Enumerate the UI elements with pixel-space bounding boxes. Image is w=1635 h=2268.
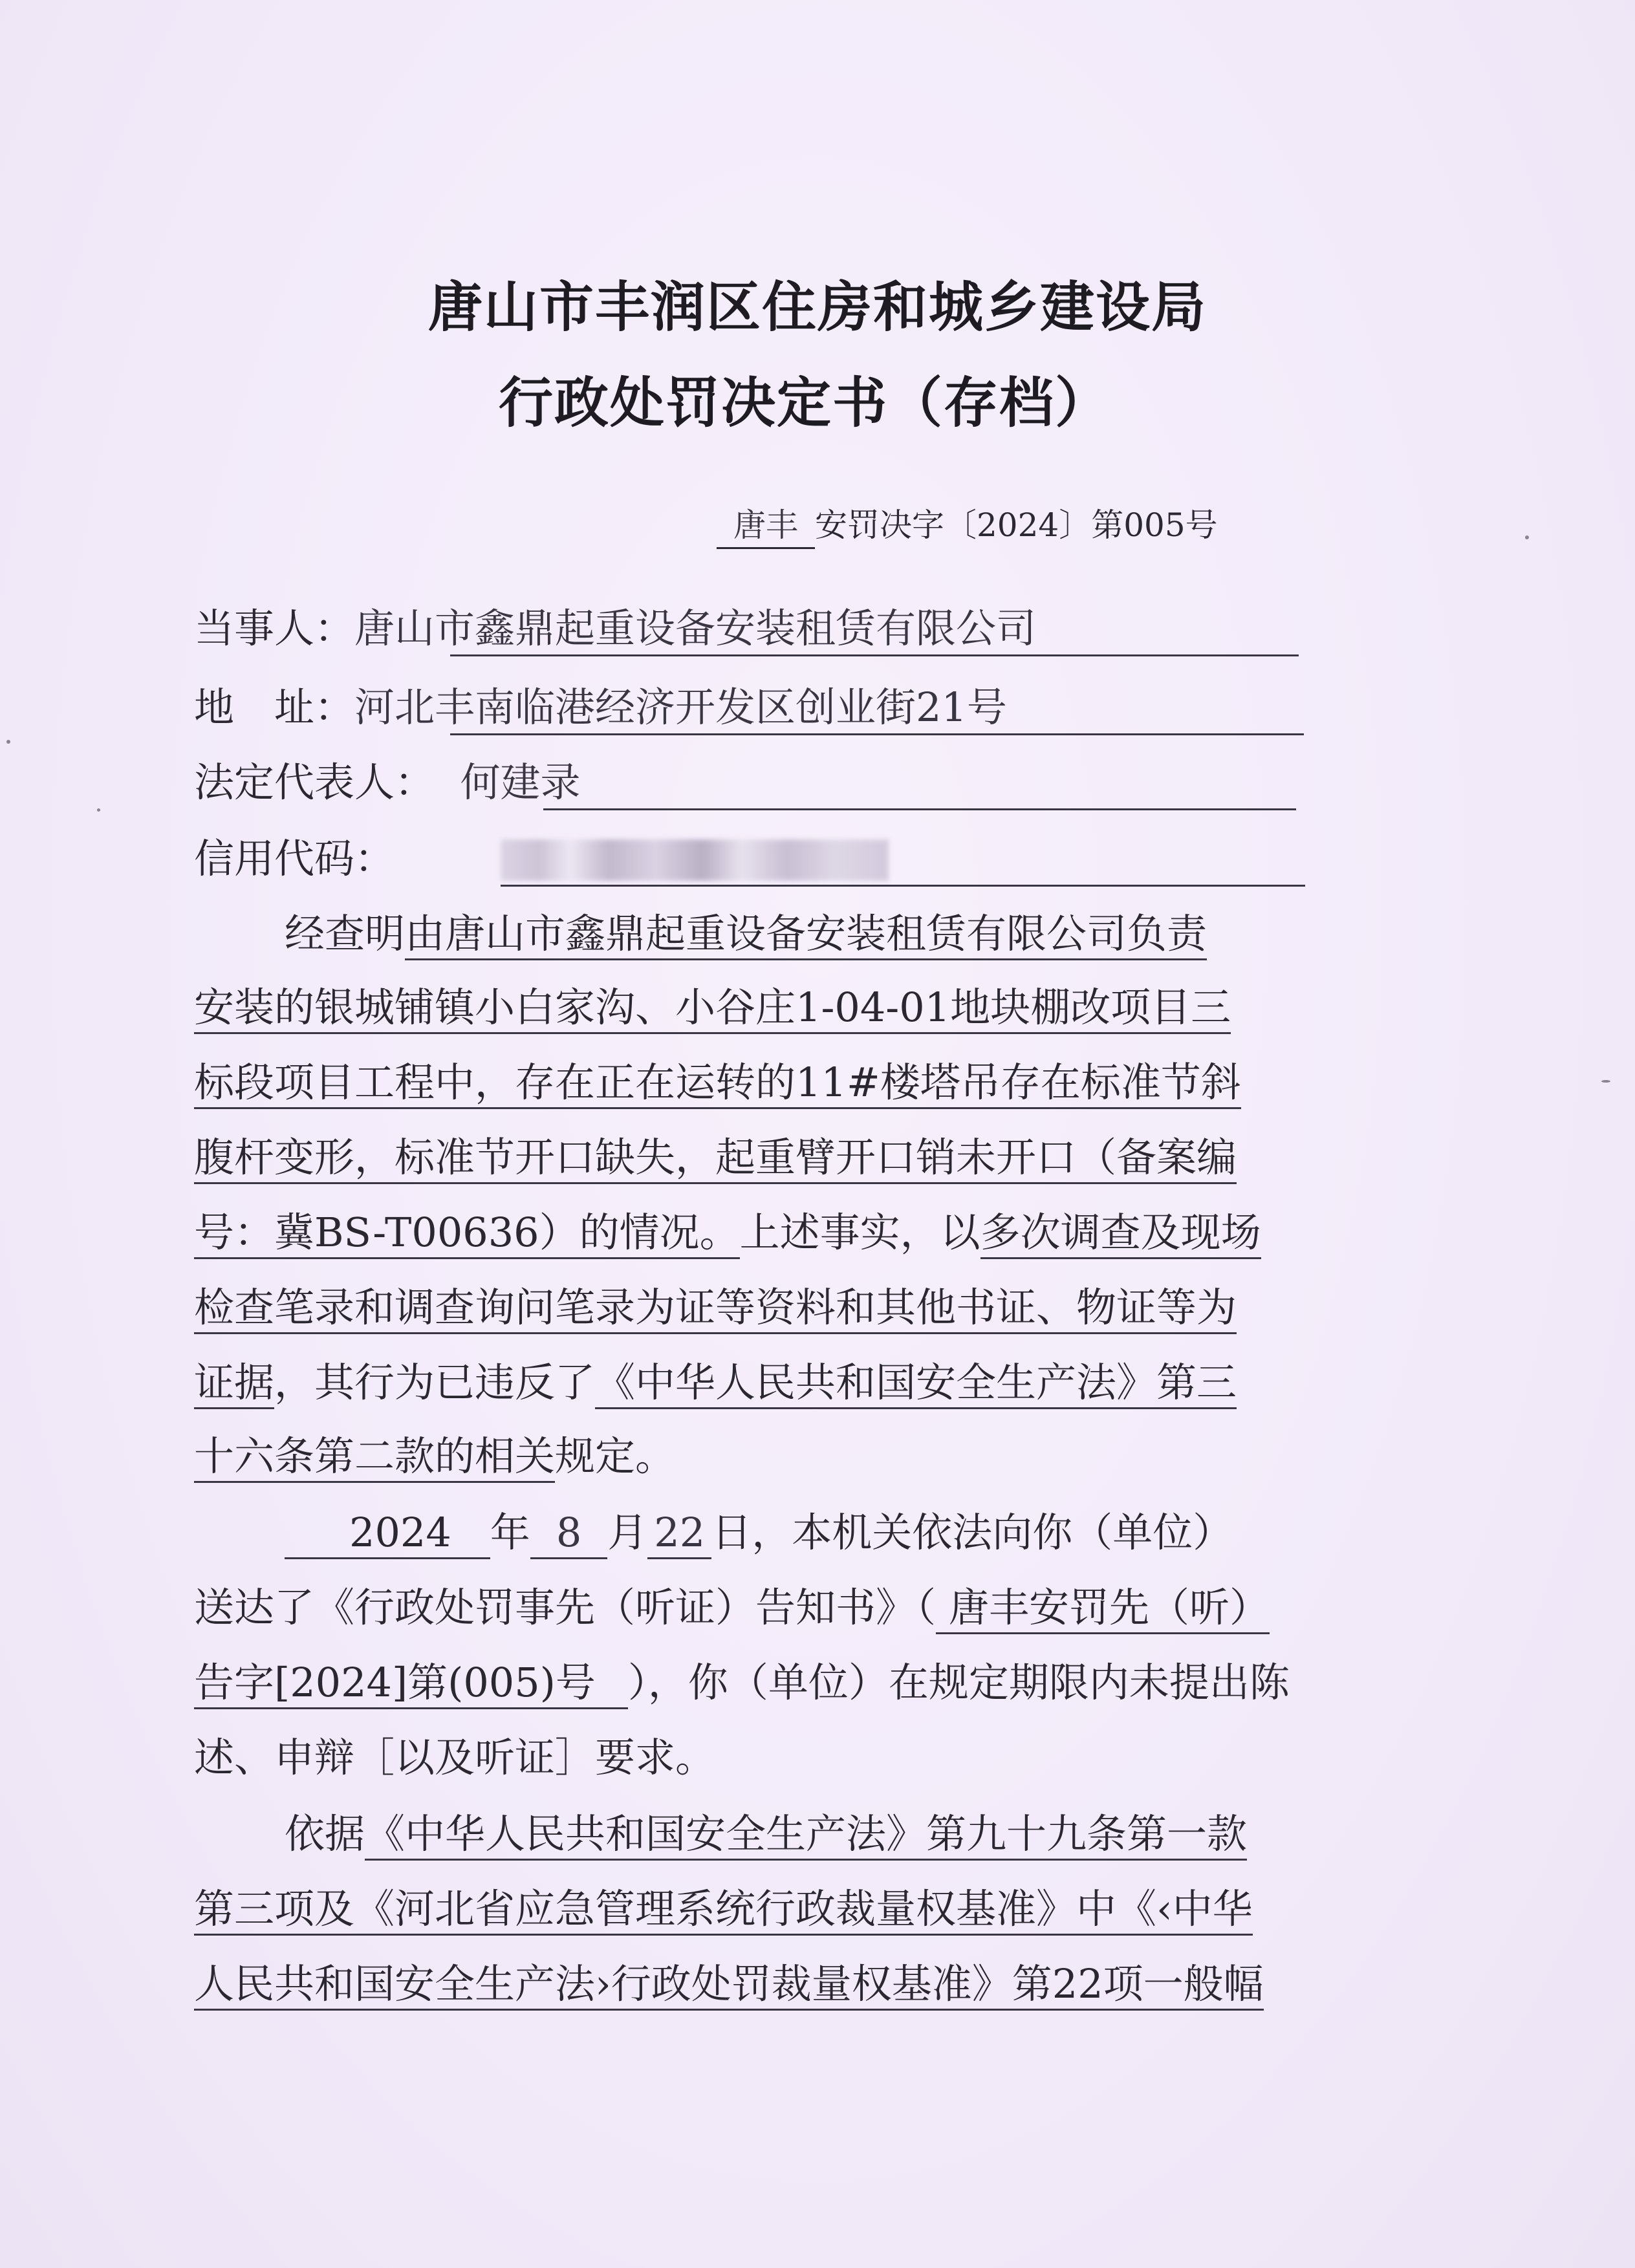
party-underline bbox=[450, 603, 1299, 656]
address-underline bbox=[450, 682, 1304, 735]
findings-line-8: 十六条第二款的相关规定。 bbox=[194, 1431, 1319, 1482]
notice-line-1: 2024 年 8 月 22 日，本机关依法向你（单位） bbox=[285, 1507, 1319, 1559]
issuer-title: 唐山市丰润区住房和城乡建设局 bbox=[428, 275, 1207, 339]
notice-line-3: 告字[2024]第(005)号 ），你（单位）在规定期限内未提出陈 bbox=[194, 1657, 1319, 1709]
basis-line-2: 第三项及《河北省应急管理系统行政裁量权基准》中《‹中华 bbox=[194, 1883, 1319, 1935]
document-number-suffix: 安罚决字〔2024〕第005号 bbox=[815, 506, 1218, 544]
notice-month: 8 bbox=[530, 1509, 607, 1559]
notice-line-4: 述、申辩［以及听证］要求。 bbox=[194, 1734, 716, 1781]
notice-line-2: 送达了《行政处罚事先（听证）告知书》（ 唐丰安罚先（听） bbox=[194, 1582, 1319, 1634]
credit-code-underline bbox=[501, 833, 1305, 887]
document-title: 行政处罚决定书（存档） bbox=[498, 371, 1110, 435]
document-number bbox=[717, 499, 1218, 549]
scan-speck bbox=[1525, 535, 1529, 539]
party-label: 当事人： bbox=[194, 605, 355, 652]
notice-day: 22 bbox=[647, 1509, 711, 1559]
findings-line-3: 标段项目工程中，存在正在运转的11#楼塔吊存在标准节斜 bbox=[194, 1057, 1319, 1108]
address-line bbox=[194, 682, 1319, 736]
scan-speck bbox=[97, 808, 100, 812]
findings-line-1: 经查明由唐山市鑫鼎起重设备安装租赁有限公司负责 bbox=[285, 908, 1319, 960]
credit-code-label: 信用代码： bbox=[194, 835, 395, 882]
credit-code-line bbox=[194, 833, 1319, 887]
scan-speck bbox=[6, 740, 10, 744]
findings-line-2: 安装的银城铺镇小白家沟、小谷庄1-04-01地块棚改项目三 bbox=[194, 982, 1319, 1033]
scan-speck bbox=[1601, 1080, 1610, 1083]
findings-line-5: 号：冀BS-T00636）的情况。上述事实，以多次调查及现场 bbox=[194, 1207, 1319, 1258]
findings-line-7: 证据，其行为已违反了《中华人民共和国安全生产法》第三 bbox=[194, 1357, 1319, 1409]
findings-line-6: 检查笔录和调查询问笔录为证等资料和其他书证、物证等为 bbox=[194, 1282, 1319, 1334]
address-value: 河北丰南临港经济开发区创业街21号 bbox=[354, 684, 1007, 731]
legal-rep-label: 法定代表人： bbox=[194, 759, 435, 806]
legal-rep-value: 何建录 bbox=[460, 759, 581, 806]
address-label: 地 址： bbox=[194, 684, 355, 731]
party-value: 唐山市鑫鼎起重设备安装租赁有限公司 bbox=[354, 605, 1037, 652]
basis-line-3: 人民共和国安全生产法›行政处罚裁量权基准》第22项一般幅 bbox=[194, 1958, 1319, 2010]
basis-line-1: 依据《中华人民共和国安全生产法》第九十九条第一款 bbox=[285, 1808, 1319, 1860]
legal-rep-line bbox=[194, 757, 1319, 811]
legal-rep-underline bbox=[543, 757, 1296, 810]
party-line bbox=[194, 603, 1319, 657]
notice-year: 2024 bbox=[285, 1509, 490, 1559]
findings-line-4: 腹杆变形，标准节开口缺失，起重臂开口销未开口（备案编 bbox=[194, 1132, 1319, 1183]
document-number-prefix: 唐丰 bbox=[717, 499, 815, 549]
